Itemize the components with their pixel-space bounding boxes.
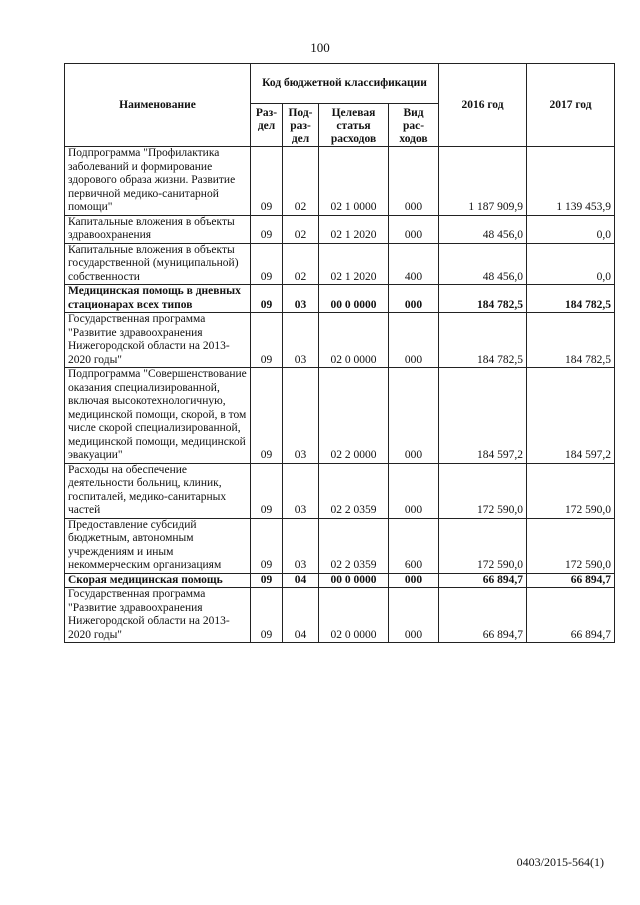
row-value-2017: 172 590,0 xyxy=(527,518,615,573)
header-target-article: Целевая статья расходов xyxy=(319,104,389,147)
row-vid: 000 xyxy=(389,147,439,216)
table-row xyxy=(65,243,615,285)
table-row xyxy=(65,588,615,643)
row-podrazdel: 03 xyxy=(283,463,319,518)
header-vid: Вид рас-ходов xyxy=(389,104,439,147)
row-value-2016: 48 456,0 xyxy=(439,243,527,285)
row-podrazdel: 04 xyxy=(283,588,319,643)
row-value-2016: 184 782,5 xyxy=(439,285,527,313)
row-target-article: 02 1 2020 xyxy=(319,243,389,285)
row-value-2017: 1 139 453,9 xyxy=(527,147,615,216)
row-value-2017: 172 590,0 xyxy=(527,463,615,518)
row-target-article: 02 1 2020 xyxy=(319,215,389,243)
row-podrazdel: 04 xyxy=(283,573,319,588)
header-code-group: Код бюджетной классификации xyxy=(251,64,439,104)
row-value-2016: 48 456,0 xyxy=(439,215,527,243)
table-header xyxy=(65,64,615,147)
budget-table xyxy=(64,63,615,643)
row-name: Государственная программа "Развитие здравоохранения Нижегородской области на 2013-2020 годы" xyxy=(65,313,251,368)
row-razdel: 09 xyxy=(251,215,283,243)
row-name: Медицинская помощь в дневных стационарах всех типов xyxy=(65,285,251,313)
row-target-article: 02 0 0000 xyxy=(319,588,389,643)
row-vid: 600 xyxy=(389,518,439,573)
row-vid: 000 xyxy=(389,313,439,368)
header-name: Наименование xyxy=(65,64,251,147)
row-podrazdel: 02 xyxy=(283,243,319,285)
row-razdel: 09 xyxy=(251,588,283,643)
header-razdel: Раз-дел xyxy=(251,104,283,147)
row-vid: 400 xyxy=(389,243,439,285)
row-value-2016: 1 187 909,9 xyxy=(439,147,527,216)
row-razdel: 09 xyxy=(251,368,283,464)
row-name: Государственная программа "Развитие здравоохранения Нижегородской области на 2013-2020 годы" xyxy=(65,588,251,643)
row-value-2017: 184 597,2 xyxy=(527,368,615,464)
row-vid: 000 xyxy=(389,285,439,313)
row-vid: 000 xyxy=(389,573,439,588)
row-value-2016: 184 782,5 xyxy=(439,313,527,368)
row-podrazdel: 02 xyxy=(283,147,319,216)
row-razdel: 09 xyxy=(251,147,283,216)
row-name: Предоставление субсидий бюджетным, автономным учреждениям и иным некоммерческим организациям xyxy=(65,518,251,573)
table-row xyxy=(65,368,615,464)
row-value-2016: 184 597,2 xyxy=(439,368,527,464)
row-razdel: 09 xyxy=(251,285,283,313)
row-name: Расходы на обеспечение деятельности больниц, клиник, госпиталей, медико-санитарных частей xyxy=(65,463,251,518)
row-podrazdel: 03 xyxy=(283,368,319,464)
table-row xyxy=(65,215,615,243)
row-razdel: 09 xyxy=(251,463,283,518)
row-target-article: 02 2 0359 xyxy=(319,518,389,573)
row-target-article: 02 2 0359 xyxy=(319,463,389,518)
row-razdel: 09 xyxy=(251,573,283,588)
document-code: 0403/2015-564(1) xyxy=(516,855,604,869)
row-target-article: 02 0 0000 xyxy=(319,313,389,368)
row-name: Скорая медицинская помощь xyxy=(65,573,251,588)
table-row xyxy=(65,518,615,573)
row-razdel: 09 xyxy=(251,518,283,573)
row-value-2016: 66 894,7 xyxy=(439,573,527,588)
row-name: Капитальные вложения в объекты государственной (муниципальной) собственности xyxy=(65,243,251,285)
table-row xyxy=(65,313,615,368)
row-value-2017: 184 782,5 xyxy=(527,313,615,368)
row-name: Подпрограмма "Совершенствование оказания специализированной, включая высокотехнологичную, медицинской помощи, скорой, в том числе скорой специализированной, медицинской помощи, медицинской эвакуации" xyxy=(65,368,251,464)
row-podrazdel: 03 xyxy=(283,285,319,313)
page-number: 100 xyxy=(310,40,330,55)
table-body xyxy=(65,147,615,643)
row-name: Капитальные вложения в объекты здравоохранения xyxy=(65,215,251,243)
row-target-article: 00 0 0000 xyxy=(319,573,389,588)
row-target-article: 00 0 0000 xyxy=(319,285,389,313)
row-target-article: 02 2 0000 xyxy=(319,368,389,464)
header-2016: 2016 год xyxy=(439,64,527,147)
row-value-2017: 66 894,7 xyxy=(527,573,615,588)
header-2017: 2017 год xyxy=(527,64,615,147)
row-value-2016: 172 590,0 xyxy=(439,463,527,518)
row-value-2016: 172 590,0 xyxy=(439,518,527,573)
row-name: Подпрограмма "Профилактика заболеваний и формирование здорового образа жизни. Развитие первичной медико-санитарной помощи" xyxy=(65,147,251,216)
row-value-2017: 66 894,7 xyxy=(527,588,615,643)
row-value-2017: 0,0 xyxy=(527,243,615,285)
table-row xyxy=(65,573,615,588)
row-value-2016: 66 894,7 xyxy=(439,588,527,643)
table-row xyxy=(65,463,615,518)
row-vid: 000 xyxy=(389,463,439,518)
row-podrazdel: 02 xyxy=(283,215,319,243)
row-razdel: 09 xyxy=(251,243,283,285)
row-podrazdel: 03 xyxy=(283,313,319,368)
table-row xyxy=(65,285,615,313)
table-row xyxy=(65,147,615,216)
row-value-2017: 0,0 xyxy=(527,215,615,243)
row-vid: 000 xyxy=(389,588,439,643)
row-value-2017: 184 782,5 xyxy=(527,285,615,313)
header-podrazdel: Под-раз-дел xyxy=(283,104,319,147)
row-vid: 000 xyxy=(389,368,439,464)
row-podrazdel: 03 xyxy=(283,518,319,573)
row-razdel: 09 xyxy=(251,313,283,368)
row-target-article: 02 1 0000 xyxy=(319,147,389,216)
row-vid: 000 xyxy=(389,215,439,243)
